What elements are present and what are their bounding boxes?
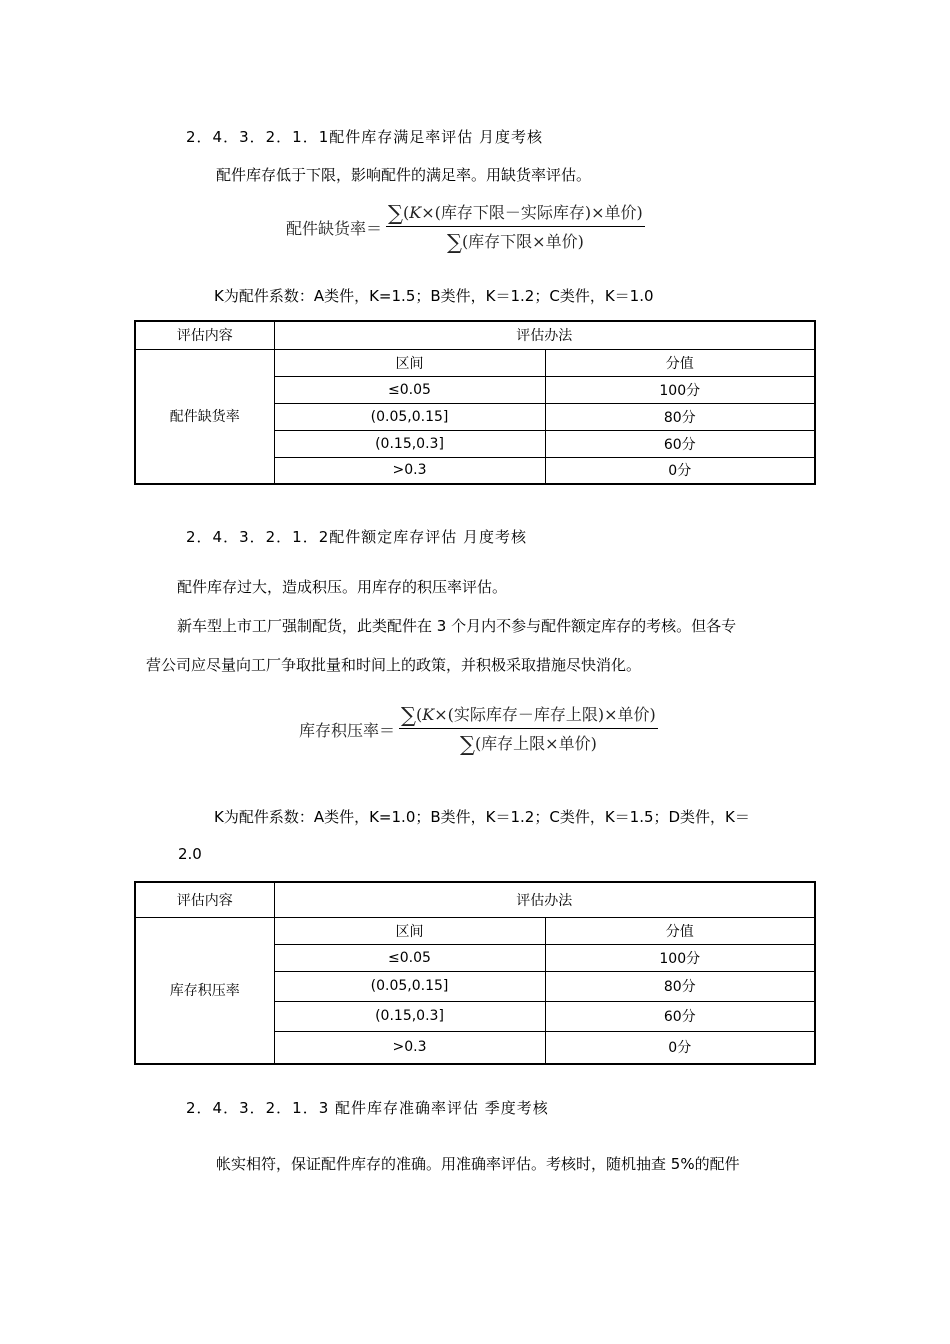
header-eval-content: 评估内容 xyxy=(135,321,274,349)
score-cell: 0分 xyxy=(545,1031,815,1064)
score-cell: 60分 xyxy=(545,1001,815,1031)
formula-lhs: 库存积压率＝ xyxy=(299,720,396,740)
sigma-symbol: ∑ xyxy=(388,201,404,225)
formula-numerator-text: ×(实际库存－库存上限)×单价) xyxy=(434,705,656,724)
subheader-interval: 区间 xyxy=(274,917,545,944)
subheader-score: 分值 xyxy=(545,349,815,376)
overstock-rate-formula xyxy=(299,702,658,756)
score-cell: 80分 xyxy=(545,971,815,1001)
overstock-rate-table xyxy=(134,881,816,1065)
section-2-paragraph-line-1: 新车型上市工厂强制配货，此类配件在 3 个月内不参与配件额定库存的考核。但各专 xyxy=(177,617,737,635)
header-eval-method: 评估办法 xyxy=(274,882,815,917)
section-3-intro: 帐实相符，保证配件库存的准确。用准确率评估。考核时，随机抽查 5%的配件 xyxy=(216,1155,740,1173)
formula-k: K xyxy=(422,705,435,724)
interval-cell: >0.3 xyxy=(274,1031,545,1064)
formula-denominator-text: (库存上限×单价) xyxy=(474,734,597,753)
score-cell: 100分 xyxy=(545,376,815,403)
formula-denominator-text: (库存下限×单价) xyxy=(461,232,584,251)
interval-cell: ≤0.05 xyxy=(274,376,545,403)
section-heading-2: 2．4．3．2．1．2配件额定库存评估 月度考核 xyxy=(186,528,528,546)
interval-cell: (0.05,0.15] xyxy=(274,971,545,1001)
interval-cell: (0.05,0.15] xyxy=(274,403,545,430)
section-heading-3: 2．4．3．2．1．3 配件库存准确率评估 季度考核 xyxy=(186,1099,549,1117)
formula-fraction xyxy=(386,200,645,254)
sigma-symbol: ∑ xyxy=(459,732,475,756)
k-coefficient-note-2-line-2: 2.0 xyxy=(178,845,202,863)
header-eval-content: 评估内容 xyxy=(135,882,274,917)
section-heading-1: 2．4．3．2．1．1配件库存满足率评估 月度考核 xyxy=(186,128,544,146)
score-cell: 80分 xyxy=(545,403,815,430)
header-eval-method: 评估办法 xyxy=(274,321,815,349)
shortage-rate-table xyxy=(134,320,816,485)
score-cell: 60分 xyxy=(545,430,815,457)
row-label: 配件缺货率 xyxy=(135,349,274,484)
section-1-intro: 配件库存低于下限，影响配件的满足率。用缺货率评估。 xyxy=(216,166,592,184)
sigma-symbol: ∑ xyxy=(401,703,417,727)
subheader-interval: 区间 xyxy=(274,349,545,376)
formula-denominator xyxy=(445,227,586,254)
interval-cell: (0.15,0.3] xyxy=(274,430,545,457)
score-cell: 0分 xyxy=(545,457,815,484)
score-cell: 100分 xyxy=(545,944,815,971)
interval-cell: >0.3 xyxy=(274,457,545,484)
formula-k: K xyxy=(409,203,422,222)
k-coefficient-note-1: K为配件系数：A类件，K=1.5；B类件，K＝1.2；C类件，K＝1.0 xyxy=(214,287,654,305)
formula-denominator xyxy=(458,729,599,756)
section-2-intro: 配件库存过大，造成积压。用库存的积压率评估。 xyxy=(177,578,508,596)
k-coefficient-note-2-line-1: K为配件系数：A类件，K=1.0；B类件，K＝1.2；C类件，K＝1.5；D类件，K＝ xyxy=(214,808,750,826)
formula-numerator-text: ×(库存下限－实际库存)×单价) xyxy=(421,203,643,222)
row-label: 库存积压率 xyxy=(135,917,274,1064)
shortage-rate-formula xyxy=(286,200,645,254)
interval-cell: (0.15,0.3] xyxy=(274,1001,545,1031)
formula-open-paren: ( xyxy=(403,203,410,222)
formula-lhs: 配件缺货率＝ xyxy=(286,218,383,238)
formula-numerator xyxy=(386,200,645,227)
subheader-score: 分值 xyxy=(545,917,815,944)
sigma-symbol: ∑ xyxy=(446,230,462,254)
formula-fraction xyxy=(399,702,658,756)
section-2-paragraph-line-2: 营公司应尽量向工厂争取批量和时间上的政策，并积极采取措施尽快消化。 xyxy=(146,656,642,674)
formula-numerator xyxy=(399,702,658,729)
formula-open-paren: ( xyxy=(416,705,423,724)
interval-cell: ≤0.05 xyxy=(274,944,545,971)
